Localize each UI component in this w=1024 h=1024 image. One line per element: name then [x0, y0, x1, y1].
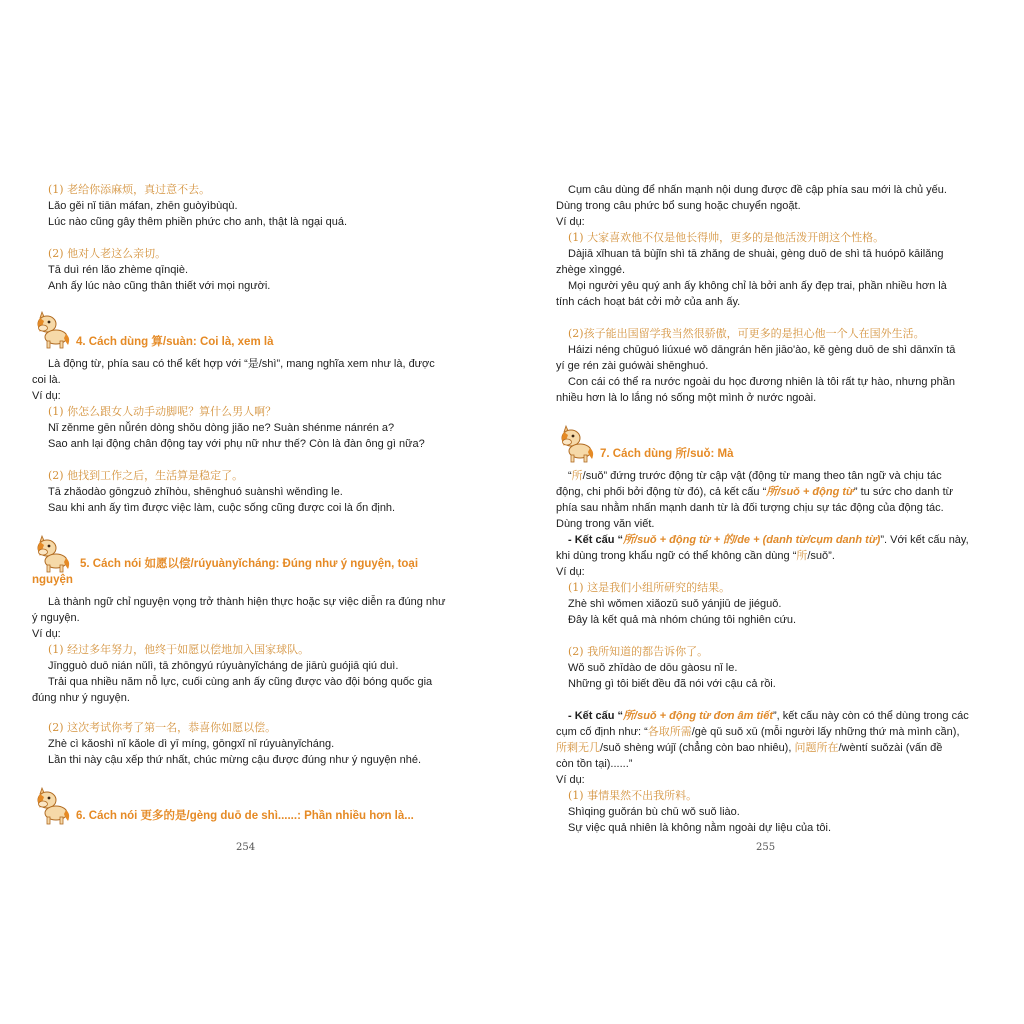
- example-translation: Đây là kết quả mà nhóm chúng tôi nghiên cứu.: [568, 614, 797, 626]
- example-translation: đúng như ý nguyện.: [32, 692, 130, 704]
- example-translation: Lần thi này cậu xếp thứ nhất, chúc mừng cậu được đúng như ý nguyện nhé.: [48, 754, 422, 766]
- pony-mascot-icon: [556, 424, 596, 464]
- example-chinese: (1) 大家喜欢他不仅是他长得帅，更多的是他活泼开朗这个性格。: [568, 231, 885, 244]
- paragraph-line: [556, 484, 953, 500]
- example-chinese: (1) 老给你添麻烦，真过意不去。: [48, 183, 211, 196]
- example-translation: Những gì tôi biết đều đã nói với cậu cả rồi.: [568, 678, 776, 690]
- chinese-term: 所剩无几: [556, 741, 600, 754]
- right-page: [512, 0, 1024, 1024]
- example-pinyin: Zhè shì wǒmen xiǎozǔ suǒ yánjiū de jiéguǒ.: [568, 598, 782, 610]
- example-chinese: (1) 你怎么跟女人动手动脚呢？算什么男人啊？: [48, 405, 277, 418]
- example-pinyin: Tā zhǎodào gōngzuò zhīhòu, shēnghuó suànshì wěndìng le.: [48, 486, 343, 498]
- example-translation: tính cách hoạt bát cởi mở của anh ấy.: [556, 296, 741, 308]
- example-pinyin: zhège xìnggé.: [556, 264, 626, 276]
- example-pinyin: Dàjiā xǐhuan tā bùjǐn shì tā zhǎng de shuài, gèng duō de shì tā huópō kāilǎng: [568, 248, 944, 260]
- structure-formula: 所/suǒ + động từ đơn âm tiết: [623, 710, 774, 722]
- paragraph-line: [556, 548, 835, 564]
- paragraph-line: ý nguyện.: [32, 612, 80, 624]
- example-translation: Mọi người yêu quý anh ấy không chỉ là bởi anh ấy đẹp trai, phần nhiều hơn là: [568, 280, 947, 292]
- example-pinyin: Zhè cì kǎoshì nǐ kǎole dì yī míng, gōngxǐ nǐ rúyuànyǐcháng.: [48, 738, 335, 750]
- example-chinese: (1) 这是我们小组所研究的结果。: [568, 581, 731, 594]
- example-label: Ví dụ:: [556, 216, 585, 228]
- example-pinyin: Jīngguò duō nián nǔlì, tā zhōngyú rúyuànyǐcháng de jiārù guójiā qiú duì.: [48, 660, 399, 672]
- example-pinyin: yí ge rén zài guówài shēnghuó.: [556, 360, 709, 372]
- example-pinyin: Háizi néng chūguó liúxué wǒ dāngrán hěn jiāo'ào, kě gèng duō de shì dānxīn tā: [568, 344, 956, 356]
- example-label: Ví dụ:: [32, 390, 61, 402]
- example-chinese: (2)孩子能出国留学我当然很骄傲，可更多的是担心他一个人在国外生活。: [568, 327, 925, 340]
- paragraph-text: /suǒ”.: [807, 550, 835, 562]
- example-translation: Sao anh lại động chân động tay với phụ nữ như thế? Còn là đàn ông gì nữa?: [48, 438, 425, 450]
- paragraph-line: Cụm câu dùng để nhấn mạnh nội dung được đề cập phía sau mới là chủ yếu.: [568, 184, 947, 196]
- chinese-term: 各取所需: [647, 725, 692, 738]
- structure-label: - Kết cấu “: [568, 710, 624, 722]
- pony-mascot-icon: [32, 310, 72, 350]
- example-translation: Anh ấy lúc nào cũng thân thiết với mọi người.: [48, 280, 271, 292]
- paragraph-line: [568, 532, 969, 548]
- paragraph-text: /suǒ shèng wújǐ (chẳng còn bao nhiêu),: [600, 742, 795, 754]
- paragraph-line: còn tồn tại)......”: [556, 758, 633, 770]
- example-translation: Lúc nào cũng gây thêm phiền phức cho anh, thật là ngại quá.: [48, 216, 348, 228]
- paragraph-text: /wèntí suǒzài (vấn đề: [838, 742, 943, 754]
- example-pinyin: Tā duì rén lǎo zhème qīnqiè.: [48, 264, 189, 276]
- example-label: Ví dụ:: [556, 566, 585, 578]
- paragraph-text: ” tu sức cho danh từ: [853, 486, 953, 498]
- example-chinese: (2) 我所知道的都告诉你了。: [568, 645, 709, 658]
- example-pinyin: Shìqing guǒrán bù chū wǒ suǒ liào.: [568, 806, 740, 818]
- paragraph-line: [556, 740, 942, 756]
- paragraph-text: /suǒ” đứng trước động từ cập vật (động từ mang theo tân ngữ và chịu tác: [582, 470, 942, 482]
- paragraph-line: [556, 724, 960, 740]
- paragraph-text: cụm cố định như: “: [556, 726, 648, 738]
- page-number: 255: [756, 842, 776, 853]
- quote-mark: “: [568, 470, 572, 482]
- paragraph-line: phía sau nhằm nhấn mạnh danh từ là đối tượng chịu sự tác động của động tác.: [556, 502, 944, 514]
- section-heading-7: 7. Cách dùng 所/suǒ: Mà: [600, 448, 734, 460]
- example-translation: Con cái có thể ra nước ngoài du học đương nhiên là tôi rất tự hào, nhưng phần: [568, 376, 955, 388]
- chinese-term: 所: [571, 469, 583, 482]
- paragraph-text: ”. Với kết cấu này,: [880, 534, 969, 546]
- example-label: Ví dụ:: [556, 774, 585, 786]
- pony-mascot-icon: [32, 534, 72, 574]
- example-pinyin: Lǎo gěi nǐ tiān máfan, zhēn guòyìbùqù.: [48, 200, 238, 212]
- structure-label: - Kết cấu “: [568, 534, 624, 546]
- paragraph-text: ”, kết cấu này còn có thể dùng trong các: [773, 710, 969, 722]
- structure-formula: 所/suǒ + động từ + 的/de + (danh từ/cụm danh từ): [623, 534, 881, 546]
- section-heading-5: 5. Cách nói 如愿以偿/rúyuànyǐcháng: Đúng như ý nguyện, toại: [80, 558, 419, 570]
- paragraph-line: Dùng trong câu phức bổ sung hoặc chuyển ngoặt.: [556, 200, 801, 212]
- example-translation: Trải qua nhiều năm nỗ lực, cuối cùng anh ấy cũng được vào đội bóng quốc gia: [48, 676, 433, 688]
- example-pinyin: Nǐ zěnme gēn nǚrén dòng shǒu dòng jiǎo ne? Suàn shénme nánrén a?: [48, 422, 395, 434]
- chinese-term: 所: [796, 549, 808, 562]
- example-pinyin: Wǒ suǒ zhīdào de dōu gàosu nǐ le.: [568, 662, 738, 674]
- paragraph-line: Dùng trong văn viết.: [556, 518, 655, 530]
- example-translation: nhiều hơn là lo lắng nó sống một mình ở nước ngoài.: [556, 392, 817, 404]
- example-chinese: (2) 他找到工作之后，生活算是稳定了。: [48, 469, 244, 482]
- paragraph-line: [568, 468, 942, 484]
- chinese-term: 问题所在: [794, 741, 839, 754]
- pony-mascot-icon: [32, 786, 72, 826]
- section-heading-5-cont: nguyện: [32, 574, 73, 586]
- example-chinese: (2) 他对人老这么亲切。: [48, 247, 167, 260]
- example-chinese: (1) 事情果然不出我所料。: [568, 789, 698, 802]
- section-heading-4: 4. Cách dùng 算/suàn: Coi là, xem là: [76, 336, 274, 348]
- paragraph-line: [568, 708, 969, 724]
- paragraph-text: /gè qǔ suǒ xū (mỗi người lấy những thứ mà mình cần),: [691, 726, 960, 738]
- example-translation: Sự việc quả nhiên là không nằm ngoài dự liệu của tôi.: [568, 822, 832, 834]
- section-heading-6: 6. Cách nói 更多的是/gèng duō de shì......: Phần nhiều hơn là...: [76, 810, 414, 822]
- paragraph-line: Là thành ngữ chỉ nguyện vọng trở thành hiện thực hoặc sự việc diễn ra đúng như: [48, 596, 446, 608]
- paragraph-text: động, chi phối bởi động từ đó), cả kết cấu “: [556, 486, 767, 498]
- paragraph-text: khi dùng trong khẩu ngữ có thể không cần dùng “: [556, 550, 797, 562]
- paragraph-line: Là động từ, phía sau có thể kết hợp với “是/shì”, mang nghĩa xem như là, được: [48, 358, 435, 370]
- example-translation: Sau khi anh ấy tìm được việc làm, cuộc sống cũng được coi là ổn định.: [48, 502, 396, 514]
- paragraph-line: coi là.: [32, 374, 61, 386]
- structure-formula: 所/suǒ + động từ: [766, 486, 854, 498]
- example-chinese: (1) 经过多年努力，他终于如愿以偿地加入国家球队。: [48, 643, 310, 656]
- example-chinese: (2) 这次考试你考了第一名，恭喜你如愿以偿。: [48, 721, 277, 734]
- example-label: Ví dụ:: [32, 628, 61, 640]
- page-number: 254: [236, 842, 256, 853]
